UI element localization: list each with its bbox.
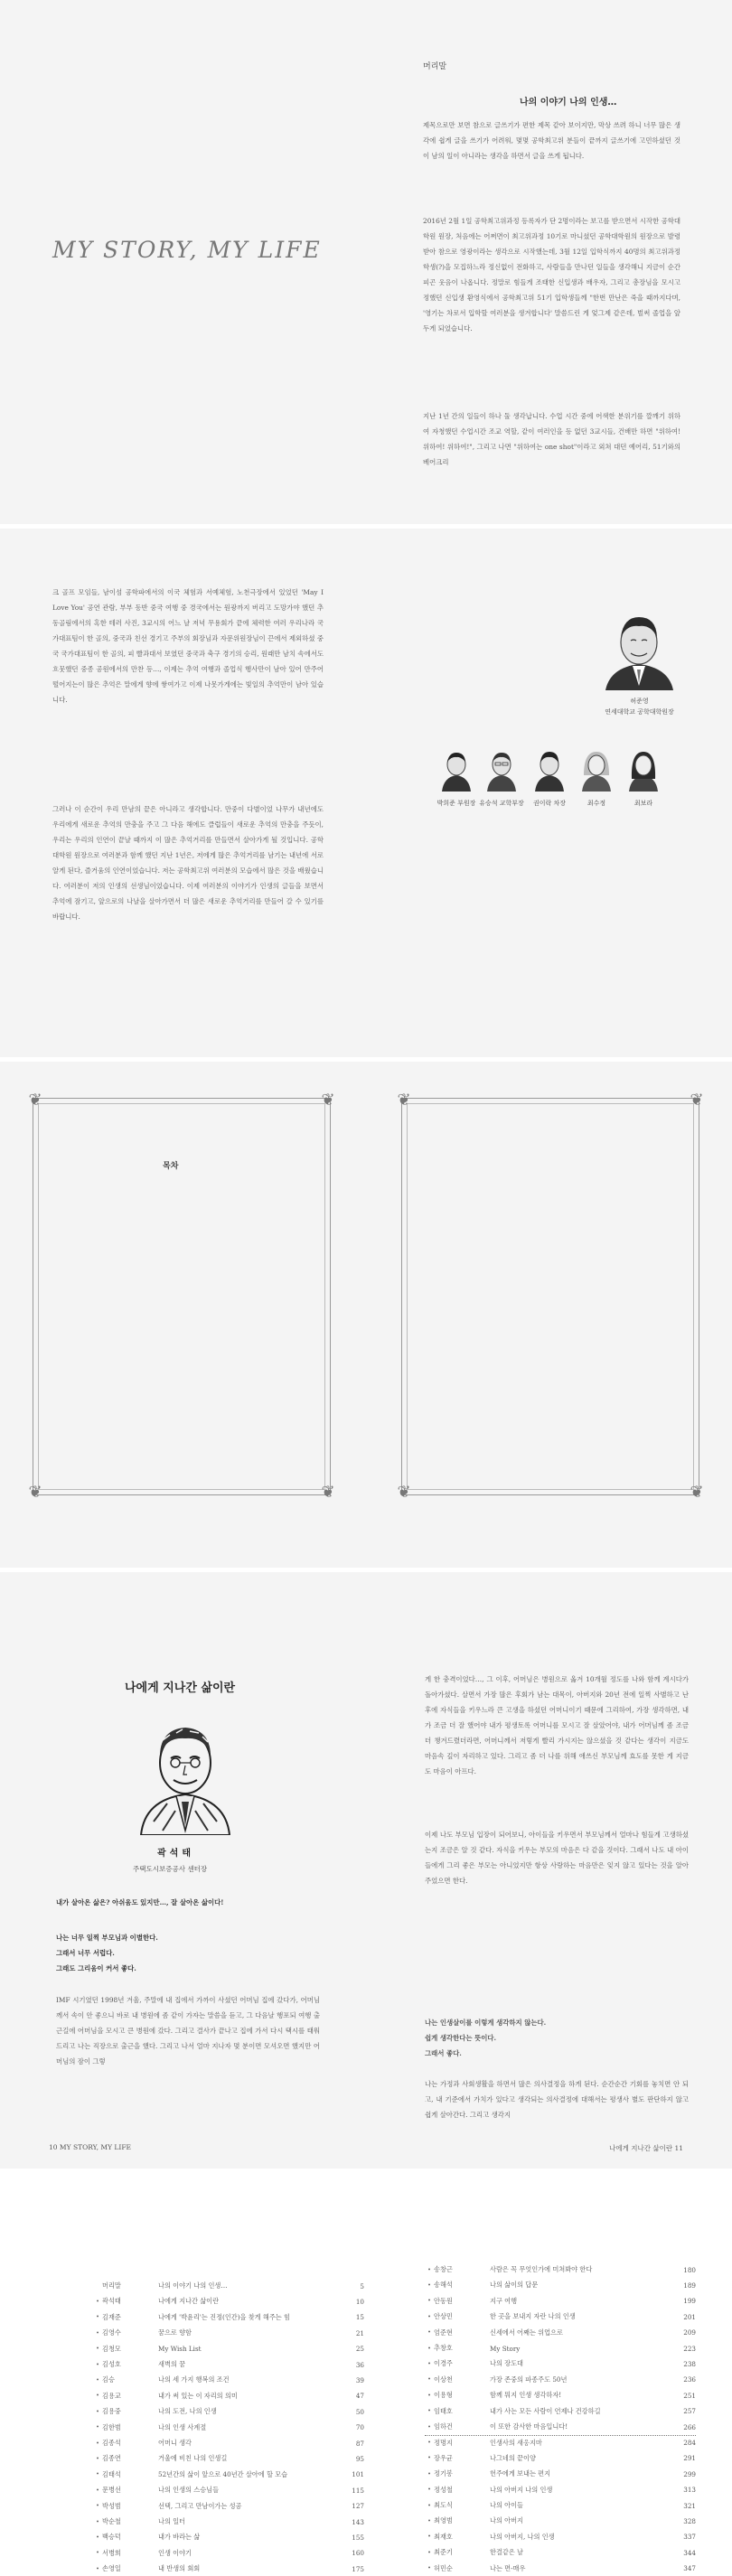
ornament-icon: ❦ <box>28 1483 42 1502</box>
staff-portrait-4 <box>578 748 615 792</box>
bullet-icon: • <box>427 2440 431 2447</box>
preface-title: 나의 이야기 나의 인생… <box>520 98 617 108</box>
dean-role: 연세대학교 공학대학원장 <box>605 708 674 716</box>
toc-entry[interactable] <box>93 2373 364 2387</box>
toc-entry-title: 거울에 비친 나의 인생길 <box>158 2454 228 2463</box>
chapter-quote-2c: 그래도 그리움이 커서 좋다. <box>56 1964 136 1972</box>
toc-entry-title: 한결같은 날 <box>490 2548 524 2557</box>
toc-entry-page: 36 <box>355 2360 364 2369</box>
toc-entry-author: 추창호 <box>434 2344 453 2352</box>
bullet-icon: • <box>96 2471 99 2478</box>
toc-entry[interactable] <box>425 2373 696 2387</box>
toc-entry-title: 나의 아버지 <box>490 2516 524 2525</box>
toc-entry-author: 김한범 <box>102 2422 121 2431</box>
toc-entry-title: 나의 아버지, 나의 인생 <box>490 2532 555 2541</box>
toc-title: 목차 <box>163 1162 179 1171</box>
toc-entry-author: 최재호 <box>434 2532 453 2541</box>
toc-entry-title: 나는 면-매우 <box>490 2563 526 2572</box>
toc-entry-author: 문병선 <box>102 2486 121 2495</box>
toc-entry-page: 236 <box>683 2375 696 2384</box>
toc-entry-title: 새벽의 꿈 <box>158 2360 186 2368</box>
staff-portrait-3 <box>531 748 568 792</box>
toc-entry-author: 임태호 <box>434 2406 453 2415</box>
toc-entry-title: 한 곳을 보내지 자란 나의 인생 <box>490 2312 576 2321</box>
footer-left: 10 MY STORY, MY LIFE <box>49 2143 132 2151</box>
bullet-icon: • <box>96 2534 99 2541</box>
toc-entry-author: 안상민 <box>434 2312 453 2321</box>
ornament-icon: ❦ <box>397 1091 411 1110</box>
bullet-icon: • <box>427 2281 431 2289</box>
toc-entry-page: 70 <box>355 2423 364 2432</box>
toc-entry-author: 김태석 <box>102 2469 121 2478</box>
toc-entry-author: 장우균 <box>434 2453 453 2462</box>
toc-entry-author: 엄준현 <box>434 2328 453 2337</box>
toc-frame-left <box>28 1091 335 1502</box>
bullet-icon: • <box>96 2440 99 2447</box>
bullet-icon: • <box>427 2313 431 2320</box>
toc-entry-author: 최도식 <box>434 2501 453 2509</box>
toc-entry[interactable] <box>93 2499 364 2514</box>
toc-entry[interactable] <box>425 2356 696 2371</box>
toc-entry[interactable] <box>425 2388 696 2403</box>
bullet-icon: • <box>427 2266 431 2273</box>
toc-entry[interactable] <box>93 2389 364 2403</box>
toc-entry[interactable] <box>425 2404 696 2419</box>
toc-entry[interactable] <box>425 2545 696 2560</box>
toc-entry-page: 47 <box>355 2392 364 2401</box>
toc-entry-page: 337 <box>683 2533 696 2542</box>
chapter-quote-3a: 나는 인생살이를 이렇게 생각하지 않는다. <box>425 2019 547 2027</box>
toc-entry-author: 머리말 <box>102 2281 121 2290</box>
toc-entry-title: 함께 뭐지 인생 생각하자! <box>490 2391 562 2400</box>
toc-entry[interactable] <box>425 2562 696 2576</box>
staff-caption-2: 유승석 교학부장 <box>479 800 524 807</box>
toc-entry-author: 이경주 <box>434 2359 453 2368</box>
bullet-icon: • <box>427 2565 431 2572</box>
toc-entry-author: 정명지 <box>434 2438 453 2447</box>
bullet-icon: • <box>427 2376 431 2384</box>
toc-entry-page: 50 <box>355 2407 364 2416</box>
bullet-icon: • <box>96 2503 99 2510</box>
toc-entry-title: 나의 인생 사계절 <box>158 2422 207 2431</box>
toc-entry-title: 사람은 꼭 무엇인가에 미쳐봐야 한다 <box>490 2265 593 2273</box>
toc-entry-author: 송해석 <box>434 2281 453 2290</box>
toc-entry-title: My Wish List <box>158 2345 202 2354</box>
ornament-icon: ❦ <box>321 1483 335 1502</box>
toc-entry-author: 임하건 <box>434 2422 453 2431</box>
toc-entry-title: 헌주에게 보내는 편지 <box>490 2469 551 2478</box>
toc-entry-author: 정성철 <box>434 2485 453 2494</box>
toc-entry-title: 지구 여행 <box>490 2296 518 2305</box>
staff-portrait-2 <box>483 748 520 792</box>
toc-entry-page: 257 <box>683 2407 696 2416</box>
chapter-right-paragraph-1: 게 한 충격이었다…, 그 이후, 어머님은 병원으로 옮겨 10개월 정도를 나와 함께 계시다가 돌아가셨다. 살면서 가장 많은 후회가 남는 대목이, 아버지와 20년 전에 일찍 사별하고 난 후에 자식들을 키우느라 큰 고생을 하셨던 어머니이기 때문에 그리하여, 가장 생각하면, 내가 조금 더 잘 했어야 내가 평생토록 어머니를 모시고 잘 살았어야, 내가 어머님께 좀 조금 더 챙겨드렸더라면, 어머니께서 저렇게 빨리 가시지는 않으셨을 것 같다는 생각이 지금도 마음속 깊이 자리하고 있다. 그리고 좀 더 나를 위해 애쓰신 부모님께 효도를 못한 게 지금도 마음이 아프다. <box>425 1675 689 1775</box>
toc-entry-page: 5 <box>360 2281 364 2290</box>
toc-entry-author: 김종연 <box>102 2454 121 2463</box>
toc-entry-title: 꿈으로 향함 <box>158 2328 192 2337</box>
toc-entry-author: 김승 <box>102 2375 115 2384</box>
toc-entry-page: 251 <box>683 2391 696 2400</box>
toc-entry-author: 김재준 <box>102 2312 121 2321</box>
staff-caption-3: 권이락 차장 <box>532 800 567 807</box>
toc-entry-author: 송창근 <box>434 2265 453 2273</box>
toc-entry[interactable] <box>93 2546 364 2561</box>
bullet-icon: • <box>96 2376 99 2384</box>
toc-entry-page: 266 <box>683 2422 696 2431</box>
ornament-icon: ❦ <box>321 1091 335 1110</box>
preface-spread <box>0 0 732 524</box>
toc-entry-author: 박성범 <box>102 2501 121 2510</box>
toc-entry-title: 나그네의 끝이양 <box>490 2453 536 2462</box>
toc-entry-page: 189 <box>683 2281 696 2290</box>
toc-entry-title: 나의 아이들 <box>490 2501 524 2509</box>
bullet-icon: • <box>96 2424 99 2431</box>
bullet-icon: • <box>427 2345 431 2352</box>
toc-entry-page: 291 <box>683 2454 696 2463</box>
toc-entry[interactable] <box>425 2341 696 2356</box>
toc-entry-page: 180 <box>683 2265 696 2274</box>
preface-paragraph-2: 2016년 2월 1일 공학최고위과정 등록자가 단 2명이라는 보고를 받으면서 시작한 공학대학원 원장, 처음에는 어쩌면이 최고위과정 10기로 마니셨던 공학대학원의 원장으로 발령받아 참으로 영광이라는 생각으로 시작했는데, 3월 12일 입학식까지 40명의 최고위과정 학생(?)을 모집하느라 정신없이 전화하고, 사람들을 만나던 일들을 생각해니 지금이 순간 피곤 웃음이 나옵니다. 정말로 힘들게 조태한 신입생과 배우자, 그리고 총장님을 모시고 정했던 신입생 환영식에서 공학최고위 51기 입학생들께 "한번 만난은 죽을 때까지다며, '영기는 차로서 입학할 여러분을 생겨합니다' 말씀드린 게 엊그제 같은데, 벌써 졸업을 앞두게 되었습니다. <box>423 217 680 333</box>
toc-entry-author: 서병희 <box>102 2548 121 2557</box>
toc-entry-title: 나의 인생의 스승님들 <box>158 2486 220 2495</box>
toc-entry-page: 209 <box>683 2328 696 2337</box>
bullet-icon: • <box>96 2329 99 2337</box>
toc-entry[interactable] <box>425 2483 696 2497</box>
bullet-icon: • <box>427 2502 431 2509</box>
toc-entry-page: 25 <box>355 2345 364 2354</box>
toc-entry-title: My Story <box>490 2344 521 2353</box>
staff-portrait-5 <box>625 748 662 792</box>
toc-entry-author: 곽석태 <box>102 2297 121 2306</box>
chapter-title: 나에게 지나간 삶이란 <box>125 1681 236 1695</box>
bullet-icon: • <box>427 2408 431 2415</box>
toc-entry-title: 나에게 '박윤리'는 진정(인간)을 찾게 해주는 힘 <box>158 2312 290 2321</box>
toc-frame-right <box>397 1091 704 1502</box>
toc-entry-title: 인생사의 새옹지마 <box>490 2438 542 2447</box>
toc-entry[interactable] <box>425 2435 696 2450</box>
chapter-quote-1: 내가 살아온 삶은? 아쉬움도 있지만…, 잘 살아온 삶이다! <box>56 1898 224 1906</box>
toc-entry-title: 선택, 그리고 만남이가는 성공 <box>158 2501 242 2510</box>
bullet-icon: • <box>96 2455 99 2462</box>
bullet-icon: • <box>427 2549 431 2556</box>
toc-entry-page: 155 <box>352 2533 364 2542</box>
ornament-icon: ❦ <box>28 1091 42 1110</box>
toc-entry-page: 101 <box>352 2470 364 2479</box>
toc-entry-page: 10 <box>355 2297 364 2306</box>
preface-continued-spread <box>0 529 732 1057</box>
dean-portrait <box>596 604 682 690</box>
toc-entry[interactable] <box>93 2515 364 2529</box>
chapter-quote-3b: 쉽게 생각한다는 뜻이다. <box>425 2034 497 2042</box>
bullet-icon: • <box>96 2393 99 2400</box>
toc-entry-title: 나의 장도대 <box>490 2359 524 2368</box>
toc-entry-author: 김청모 <box>102 2344 121 2353</box>
author-portrait <box>136 1713 235 1835</box>
toc-entry-page: 284 <box>683 2439 696 2448</box>
toc-entry-author: 안동원 <box>434 2296 453 2305</box>
staff-portrait-1 <box>438 748 474 792</box>
toc-entry-page: 344 <box>683 2548 696 2557</box>
ornament-icon: ❦ <box>397 1483 411 1502</box>
bullet-icon: • <box>96 2518 99 2525</box>
toc-entry-page: 21 <box>355 2328 364 2337</box>
chapter-right-paragraph-2: 이제 나도 부모님 입장이 되어보니, 아이들을 키우면서 부모님께서 얼마나 힘들게 고생하셨는지 조금은 알 것 같다. 자식을 키우는 부모의 마음은 다 같을 것이다. 그래서 나도 내 아이들에게 그리 좋은 부모는 아니었지만 항상 사랑하는 마음만은 잊지 않고 있다는 것을 알아주었으면 한다. <box>425 1831 689 1885</box>
toc-entry-page: 115 <box>352 2486 364 2495</box>
toc-entry-page: 39 <box>355 2375 364 2384</box>
toc-entry-title: 가장 존중의 파종주도 50년 <box>490 2375 568 2384</box>
toc-entry-title: 인생 이야기 <box>158 2548 192 2557</box>
toc-entry-author: 손영일 <box>102 2564 121 2573</box>
bullet-icon: • <box>96 2298 99 2305</box>
bullet-icon: • <box>427 2392 431 2399</box>
toc-entry-title: 나에게 지나간 삶이란 <box>158 2297 220 2306</box>
chapter-right-paragraph-3: 나는 가정과 사회생활을 하면서 많은 의사결정을 하게 된다. 순간순간 기회를 놓치면 안 되고, 내 기준에서 가치가 있다고 생각되는 의사결정에 대해서는 평생사 별도 판단하지 않고 쉽게 살아간다. 그리고 생각지 <box>425 2080 689 2119</box>
toc-entry-page: 313 <box>683 2486 696 2495</box>
toc-entry-author: 김종석 <box>102 2439 121 2447</box>
toc-entry-page: 175 <box>352 2564 364 2573</box>
toc-entry[interactable] <box>425 2420 696 2434</box>
preface-paragraph-1: 제목으로만 보면 참으로 글쓰기가 편한 제목 같아 보이지만, 막상 쓰려 하니 너무 많은 생각에 쉽게 글을 쓰기가 어려워, 몇몇 공학최고위 분들이 끝까지 글쓰기에 고민하셨던 것이 남의 일이 아니라는 생각을 하면서 글을 쓰게 됩니다. <box>423 121 680 160</box>
toc-entry-author: 김영수 <box>102 2328 121 2337</box>
author-name: 곽석태 <box>157 1849 194 1859</box>
toc-entry-title: 나의 도전, 나의 인생 <box>158 2407 217 2416</box>
toc-entry[interactable] <box>425 2498 696 2513</box>
dean-name: 허준영 <box>630 698 649 705</box>
toc-entry-author: 정기봉 <box>434 2469 453 2478</box>
toc-entry[interactable] <box>93 2357 364 2372</box>
bullet-icon: • <box>427 2534 431 2541</box>
toc-entry-author: 김용교 <box>102 2391 121 2400</box>
toc-entry[interactable] <box>425 2278 696 2292</box>
toc-entry[interactable] <box>93 2294 364 2309</box>
toc-entry[interactable] <box>93 2279 364 2293</box>
toc-entry[interactable] <box>93 2468 364 2482</box>
toc-entry-page: 127 <box>352 2502 364 2511</box>
toc-entry-title: 나의 일터 <box>158 2517 186 2525</box>
cover-title: MY STORY, MY LIFE <box>52 237 322 263</box>
toc-entry[interactable] <box>425 2451 696 2466</box>
toc-entry[interactable] <box>93 2451 364 2466</box>
toc-entry[interactable] <box>425 2309 696 2324</box>
preface-paragraph-3: 지난 1년 간의 일들이 하나 둘 생각납니다. 수업 시간 중에 어색한 분위기를 깔깨기 위하여 자청했던 수업시간 조교 역할, 같이 여러인을 등 없던 3교시들, 건배만 하면 "위하여! 위하여! 위하여!", 그리고 나면 "위하여는 one shot"이라고 외쳐 대던 예어리, 51기와의 베어크리 <box>423 412 680 466</box>
toc-entry-page: 160 <box>352 2549 364 2558</box>
toc-entry-author: 백승덕 <box>102 2533 121 2542</box>
toc-entry[interactable] <box>93 2483 364 2497</box>
bullet-icon: • <box>96 2346 99 2353</box>
toc-entry-title: 내가 사는 모든 사람이 언제나 건강하길 <box>490 2406 601 2415</box>
toc-entry[interactable] <box>93 2404 364 2419</box>
toc-entry[interactable] <box>93 2342 364 2356</box>
continued-paragraph-2: 그러나 이 순간이 우리 만남의 끝은 아니라고 생각합니다. 만중이 다별이었 나무가 내년에도 우리에게 새로운 추억의 만충을 주고 그 다음 해에도 클럽들이 새로운 추억의 만충을 주듯이, 우리는 우리의 인연이 끝날 때까지 이 많은 추억거리를 만들면서 살아가게 될 것입니다. 공학대학원 원장으로 여러분과 함께 했던 지난 1년은, 저에게 많은 추억거리를 남기는 내년에 서로 알게 된다, 즐거움의 인연이었습니다. 저는 공학최고위 여러분의 모습에서 많은 것을 배웠습니다. 여러분이 저의 인생의 선생님이었습니다. 이제 여러분의 이야기가 인생의 글들을 보면서 추억에 잠기고, 앞으로의 나날을 살아가면서 더 많은 새로운 추억거리를 만들어 갈 수 있기를 바랍니다. <box>52 805 324 921</box>
toc-entry[interactable] <box>425 2514 696 2528</box>
toc-entry-title: 내 반생의 회회 <box>158 2564 201 2573</box>
toc-entry-author: 최영범 <box>434 2516 453 2525</box>
footer-right: 나에게 지나간 삶이란 11 <box>609 2144 683 2152</box>
toc-entry-title: 나의 이야기 나의 인생… <box>158 2281 228 2290</box>
ornament-icon: ❦ <box>690 1091 704 1110</box>
toc-entry[interactable] <box>93 2436 364 2450</box>
staff-caption-1: 박희준 부원장 <box>436 800 476 807</box>
bullet-icon: • <box>96 2314 99 2321</box>
toc-entry[interactable] <box>425 2467 696 2481</box>
toc-entry-page: 238 <box>683 2359 696 2368</box>
toc-entry-title: 나의 세 가지 행복의 조건 <box>158 2375 230 2384</box>
toc-entry-page: 347 <box>683 2564 696 2573</box>
staff-caption-4: 최수정 <box>587 800 606 807</box>
toc-entry-author: 박순철 <box>102 2517 121 2525</box>
bullet-icon: • <box>96 2361 99 2368</box>
toc-entry-author: 최준기 <box>434 2548 453 2557</box>
bullet-icon: • <box>96 2565 99 2572</box>
staff-caption-5: 최보라 <box>633 800 653 807</box>
toc-entry[interactable] <box>93 2562 364 2576</box>
toc-entry-title: 나의 아버지 나의 인생 <box>490 2485 553 2494</box>
bullet-icon: • <box>427 2517 431 2524</box>
toc-entry-title: 내가 바라는 삶 <box>158 2533 201 2542</box>
bullet-icon: • <box>427 2470 431 2478</box>
toc-entry-author: 이용형 <box>434 2391 453 2400</box>
toc-entry-page: 87 <box>355 2439 364 2448</box>
bullet-icon: • <box>427 2423 431 2431</box>
bullet-icon: • <box>427 2487 431 2494</box>
chapter-quote-2b: 그래서 너무 서럽다. <box>56 1949 115 1957</box>
bullet-icon: • <box>96 2487 99 2494</box>
toc-entry[interactable] <box>93 2310 364 2325</box>
bullet-icon: • <box>427 2455 431 2462</box>
toc-entry-page: 95 <box>355 2454 364 2463</box>
toc-entry-author: 이상천 <box>434 2375 453 2384</box>
bullet-icon: • <box>96 2550 99 2557</box>
toc-entry-page: 15 <box>355 2313 364 2322</box>
toc-entry-title: 신세에서 어째는 위업으로 <box>490 2328 563 2337</box>
toc-entry-page: 201 <box>683 2312 696 2321</box>
toc-entry-title: 어머니 생각 <box>158 2439 192 2447</box>
preface-label: 머리말 <box>423 62 447 71</box>
toc-entry[interactable] <box>93 2326 364 2340</box>
toc-entry[interactable] <box>425 2326 696 2340</box>
toc-entry-author: 김성호 <box>102 2360 121 2368</box>
toc-entry-page: 223 <box>683 2344 696 2353</box>
chapter-quote-3c: 그래서 좋다. <box>425 2049 462 2057</box>
bullet-icon: • <box>427 2360 431 2367</box>
author-role: 주택도시보증공사 센터장 <box>133 1865 208 1873</box>
chapter-body-1: IMF 시기였던 1998년 겨울, 주말에 내 집에서 가까이 사셨던 어머님 집에 갔다가, 어머님께서 속이 안 좋으니 바로 내 병원에 좀 같이 가자는 말씀을 듣고, 그 다음날 행포되 여행 출근길에 어머님을 모시고 큰 병원에 갔다. 그리고 결사가 끝나고 집에 가서 다시 택시를 태워 드리고 나는 직장으로 출근을 했다. 그리고 나서 얼마 지나자 몇 분이면 모셔오면 했지만 어머님의 잠이 그렇 <box>56 1996 320 2065</box>
bullet-icon: • <box>96 2408 99 2415</box>
toc-entry[interactable] <box>93 2421 364 2435</box>
toc-entry-page: 199 <box>683 2297 696 2306</box>
toc-entry[interactable] <box>425 2262 696 2277</box>
toc-entry[interactable] <box>93 2530 364 2544</box>
toc-entry-author: 허민순 <box>434 2563 453 2572</box>
toc-entry-title: 나의 삶이의 답문 <box>490 2281 539 2290</box>
bullet-icon: • <box>427 2298 431 2305</box>
toc-entry[interactable] <box>425 2294 696 2309</box>
chapter-quote-2a: 나는 너무 일찍 부모님과 이별한다. <box>56 1934 158 1942</box>
toc-entry-title: 이 또한 감사한 마음입니다! <box>490 2422 568 2431</box>
toc-entry-page: 143 <box>352 2517 364 2526</box>
toc-entry-page: 328 <box>683 2516 696 2525</box>
continued-paragraph-1: 크 골프 모임들, 남이섬 공학파에서의 이국 체험과 서예체험, 노천극장에서 있었던 'May I Love You' 공연 관람, 부부 동반 중국 여행 중 경국에서는 원광까지 버리고 도망가야 했던 추동골림에서의 혹한 테러 사진, 3교시의 어느 날 저녁 무용회가 끝에 체력한 여러 우리나라 국가대표팀이 한 골의, 중국과 친선 경기고 주부의 회장님과 자문위원장님이 끈에서 제외하셨 중국 국가대표팀이 한 골의, 피 빨과대서 보였던 중국과 축구 경기의 승리, 원래만 남치 속에서도 흐뭇했던 중종 공원에서의 만찬 등…, 이제는 추억 여행과 졸업식 행사만이 남아 있어 만주어 떨어지는이 많은 추억은 말에게 향에 쌓여가고 이제 나못가게에는 빛일의 추억만이 남아 있습니다. <box>52 588 324 704</box>
ornament-icon: ❦ <box>690 1483 704 1502</box>
toc-entry[interactable] <box>425 2530 696 2544</box>
toc-entry-author: 김용중 <box>102 2407 121 2416</box>
bullet-icon: • <box>427 2329 431 2337</box>
toc-entry-title: 내가 써 있는 이 자리의 의미 <box>158 2391 238 2400</box>
toc-entry-page: 299 <box>683 2469 696 2478</box>
toc-entry-title: 52년간의 삶이 앞으로 40년간 살아에 할 모습 <box>158 2469 288 2478</box>
toc-entry-page: 321 <box>683 2501 696 2510</box>
